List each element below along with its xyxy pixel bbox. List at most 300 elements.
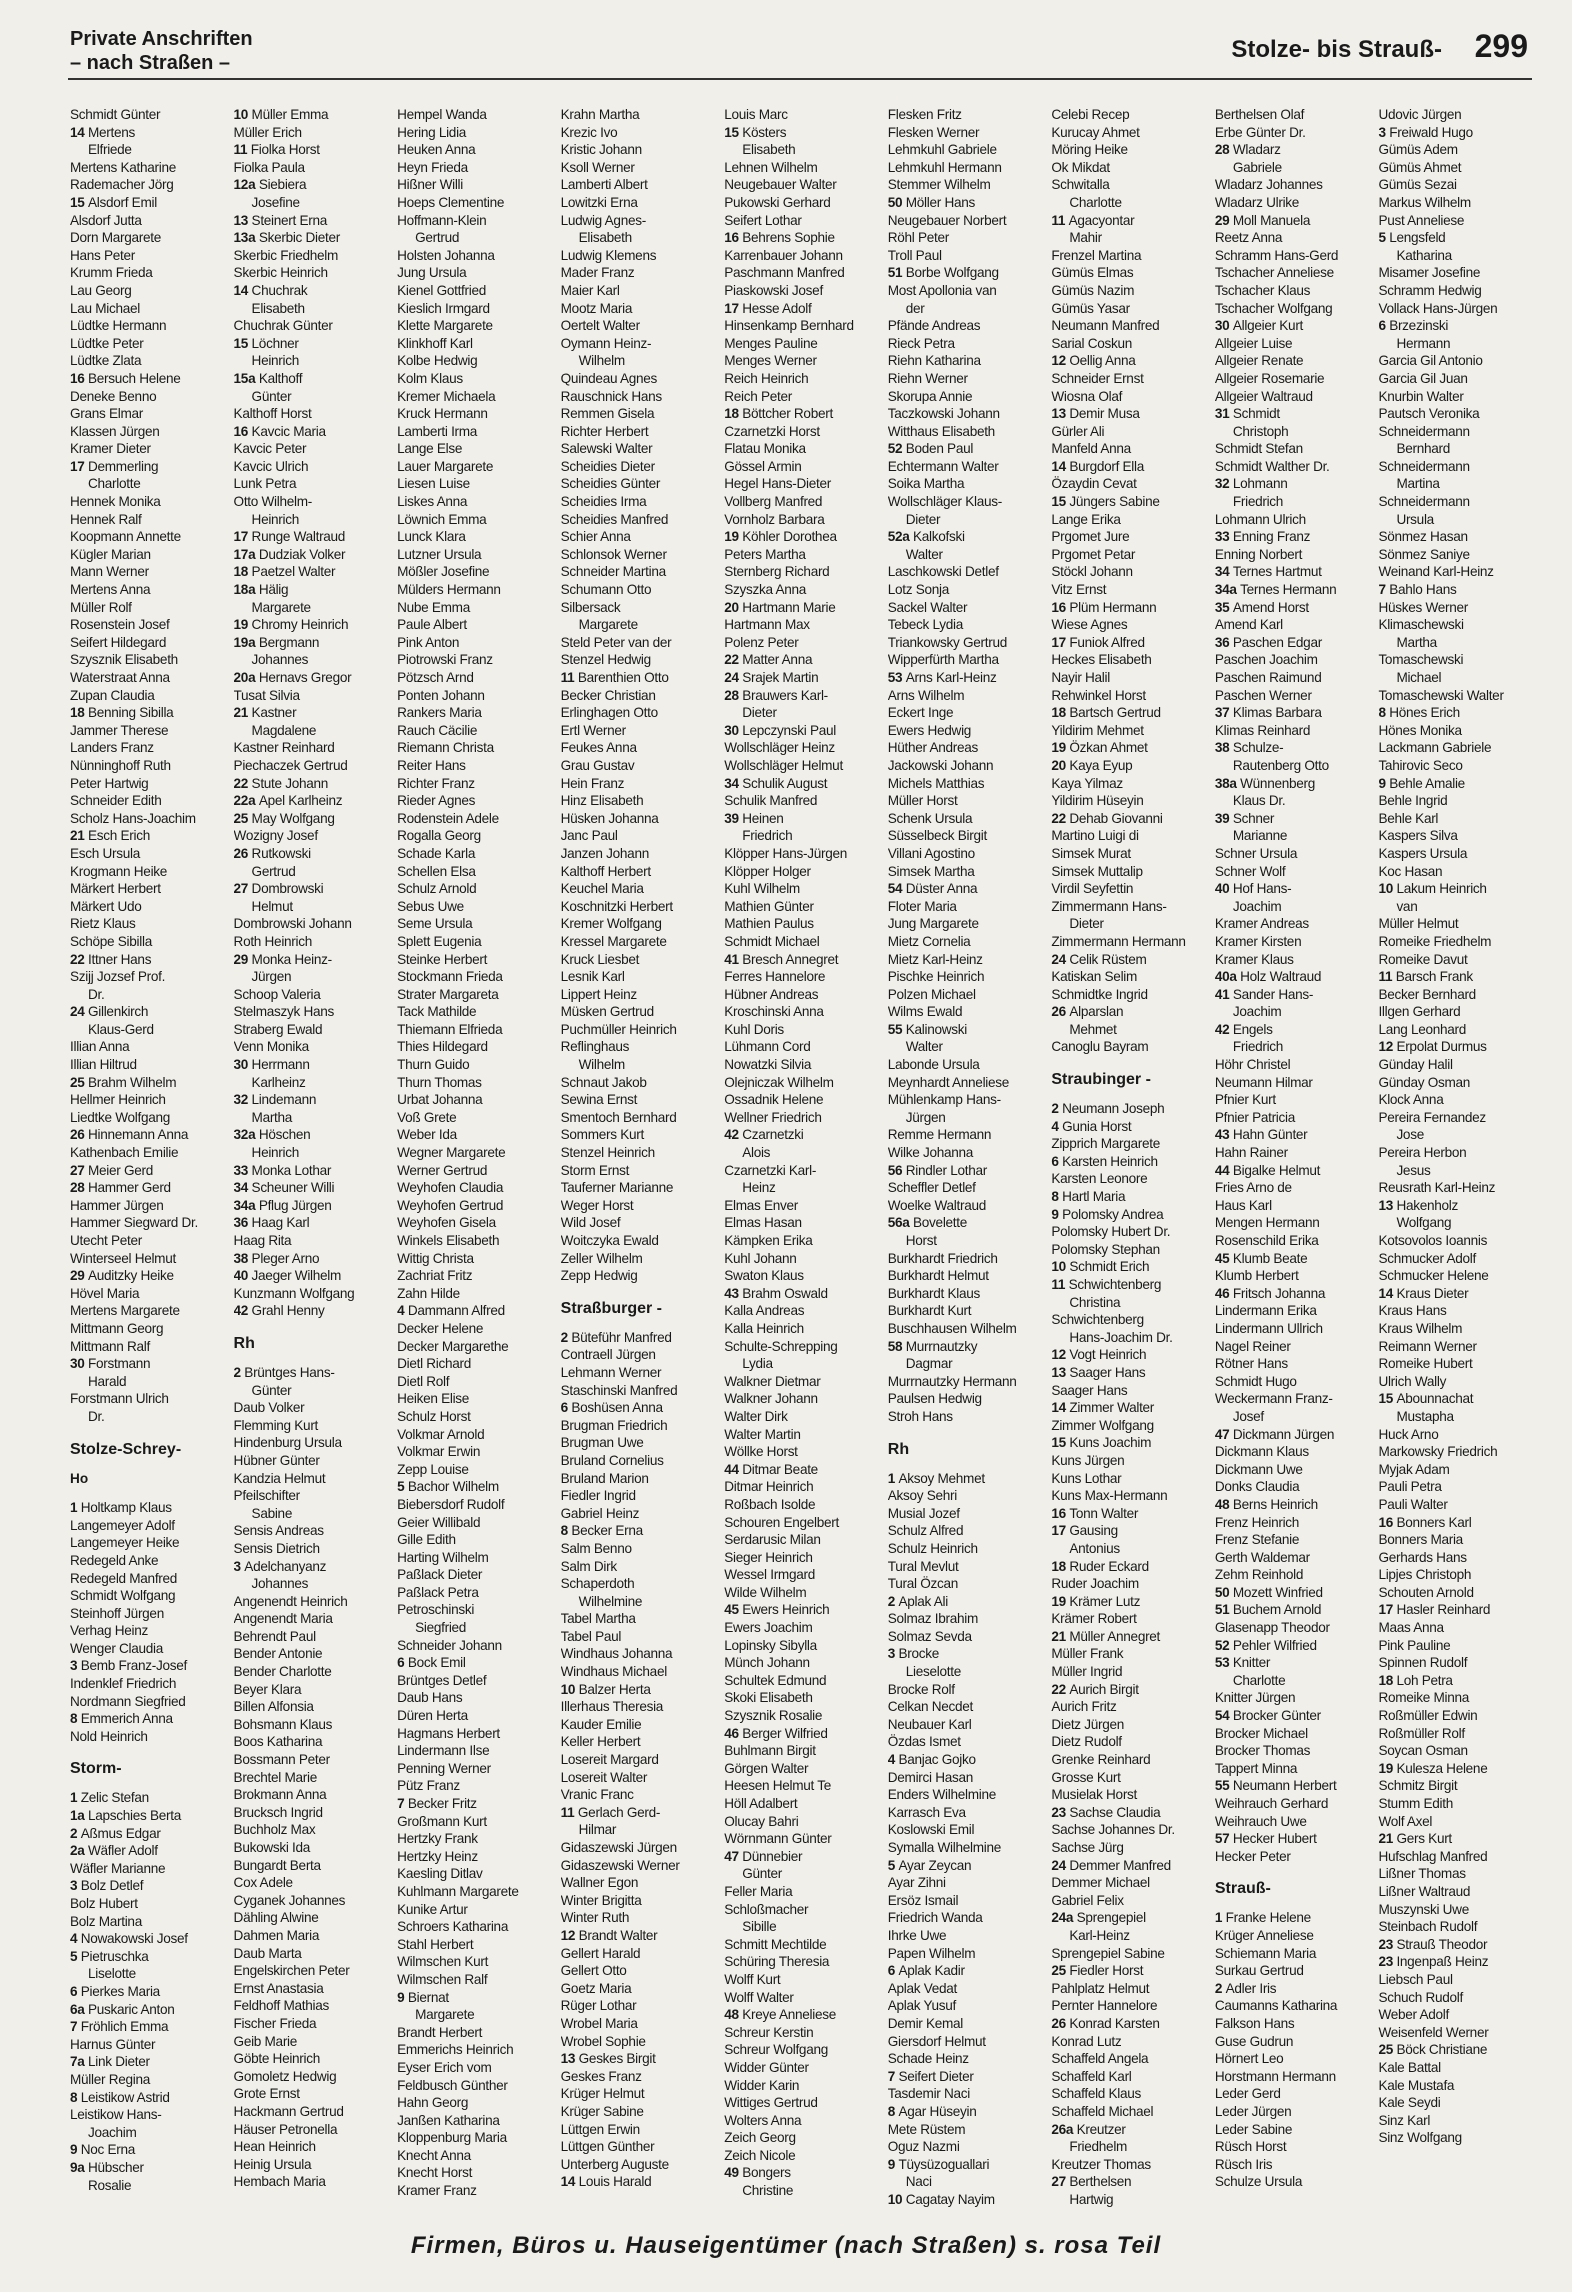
resident-entry: Langemeyer Adolf [70, 1517, 175, 1533]
resident-entry: Lamberti Irma [397, 423, 478, 439]
resident-entry: Schneider Martina [560, 564, 666, 580]
house-number-entry: 14 Louis Harald [560, 2174, 652, 2190]
house-number: 19 [724, 529, 743, 545]
resident-entry: Tusat Silvia [233, 687, 300, 703]
resident-entry: Kandzia Helmut [233, 1470, 326, 1486]
resident-entry: Tasdemir Naci [887, 2086, 970, 2102]
resident-entry: Lutzner Ursula [397, 546, 482, 562]
resident-entry: Pfände Andreas [887, 318, 981, 334]
house-number: 26 [1051, 1004, 1070, 1020]
resident-entry: Schulz Alfred [887, 1523, 964, 1539]
resident-entry: Pautsch Veronika [1378, 406, 1480, 422]
resident-entry: Illgen Gerhard [1378, 1004, 1461, 1020]
resident-entry: Szyszka Anna [724, 582, 807, 598]
resident-entry: Lunck Klara [397, 529, 466, 545]
resident-entry: Berthelsen Olaf [1214, 107, 1305, 122]
house-number-entry: 21 Müller Annegret [1051, 1628, 1161, 1644]
resident-entry: Janßen Katharina [397, 2112, 500, 2128]
resident-entry: Hufschlag Manfred [1378, 1848, 1488, 1864]
resident-entry: Bruland Marion [560, 1470, 649, 1486]
house-number: 2 [887, 1593, 899, 1609]
house-number: 16 [1378, 1514, 1397, 1530]
house-number-entry: 8 Emmerich Anna [70, 1711, 173, 1727]
resident-entry: Bruland Cornelius [560, 1452, 664, 1468]
resident-entry: Holsten Johanna [397, 247, 495, 263]
house-number-entry: 56 Rindler Lothar [887, 1162, 987, 1178]
house-number-entry: 17 Funiok Alfred [1051, 634, 1145, 650]
resident-entry: Alsdorf Jutta [70, 212, 142, 228]
resident-entry: Flemming Kurt [233, 1417, 319, 1433]
house-number-entry: 6 Bock Emil [397, 1655, 466, 1671]
house-number-entry: 40 Jaeger Wilhelm [233, 1268, 342, 1284]
resident-entry: Zimmermann Hermann [1051, 933, 1186, 949]
resident-entry: Udovic Jürgen [1378, 107, 1462, 122]
resident-entry: Salm Benno [560, 1540, 632, 1556]
resident-entry: Thurn Thomas [397, 1074, 482, 1090]
resident-entry: Wollschläger Helmut [724, 757, 843, 773]
resident-entry: Lau Michael [70, 300, 140, 316]
resident-entry: Widder Günter [724, 2059, 809, 2075]
house-number-entry: 15 Abounnachat [1378, 1391, 1474, 1407]
house-number: 16 [70, 370, 88, 386]
house-number: 20 [1051, 757, 1070, 773]
resident-entry: Kuhl Johann [724, 1250, 797, 1266]
house-number: 58 [887, 1338, 906, 1354]
house-number-entry: 15 Kösters [724, 124, 787, 140]
house-number-entry: 9a Hübscher [70, 2159, 144, 2175]
house-number: 24 [1051, 1857, 1070, 1873]
resident-entry: Murrnautzky Hermann [887, 1373, 1017, 1389]
resident-entry: Wolff Kurt [724, 1971, 781, 1987]
house-number-entry: 42 Czarnetzki [724, 1127, 804, 1143]
house-number: 12 [1378, 1039, 1397, 1055]
resident-entry: Liedtke Wolfgang [70, 1109, 170, 1125]
house-number-entry: 42 Engels [1214, 1021, 1273, 1037]
directory-column [1051, 106, 1211, 2216]
resident-entry: Klumb Herbert [1214, 1268, 1299, 1284]
resident-entry: Lißner Thomas [1378, 1866, 1466, 1882]
resident-entry: Buschhausen Wilhelm [887, 1320, 1017, 1336]
resident-entry: Smentoch Bernhard [560, 1109, 677, 1125]
entry-continuation: Elisabeth [742, 142, 796, 158]
resident-entry: Wolff Walter [724, 1989, 794, 2005]
resident-entry: Wilmschen Ralf [397, 1971, 488, 1987]
resident-entry: Zeller Wilhelm [560, 1250, 643, 1266]
directory-column [888, 106, 1048, 2216]
resident-entry: Kuhlmann Margarete [397, 1883, 519, 1899]
resident-entry: Tural Özcan [887, 1576, 958, 1592]
house-number-entry: 41 Sander Hans- [1214, 986, 1314, 1002]
resident-entry: Becker Bernhard [1378, 986, 1476, 1002]
resident-entry: Schmidt Hugo [1214, 1373, 1297, 1389]
house-number: 15 [724, 124, 743, 140]
resident-entry: Rieder Agnes [397, 793, 476, 809]
resident-entry: Sommers Kurt [560, 1127, 644, 1143]
resident-entry: Mann Werner [70, 564, 149, 580]
resident-entry: Decker Margarethe [397, 1338, 509, 1354]
resident-entry: Lohmann Ulrich [1214, 511, 1306, 527]
resident-entry: Lindermann Ullrich [1214, 1320, 1323, 1336]
entry-continuation: Jose [1396, 1127, 1424, 1143]
house-number: 47 [1214, 1426, 1233, 1442]
resident-entry: Tschacher Anneliese [1214, 265, 1334, 281]
resident-entry: Lehnen Wilhelm [724, 159, 818, 175]
house-number-entry: 13a Skerbic Dieter [233, 230, 340, 246]
resident-entry: Paulsen Hedwig [887, 1391, 982, 1407]
house-number-entry: 3 Bolz Detlef [70, 1878, 144, 1894]
section-subtitle: – nach Straßen – [70, 52, 231, 74]
house-number: 16 [1051, 1505, 1070, 1521]
resident-entry: Süsselbeck Birgit [887, 828, 987, 844]
resident-entry: Keuchel Maria [560, 881, 644, 897]
resident-entry: Tural Mevlut [887, 1558, 959, 1574]
house-number: 34 [1214, 564, 1233, 580]
house-number-entry: 52 Pehler Wilfried [1214, 1637, 1317, 1653]
resident-entry: Brechtel Marie [233, 1769, 317, 1785]
entry-continuation: Marianne [1232, 828, 1288, 844]
resident-entry: Kaya Yilmaz [1051, 775, 1123, 791]
house-number-entry: 30 Lepczynski Paul [724, 722, 836, 738]
resident-entry: Piechaczek Gertrud [233, 757, 348, 773]
resident-entry: Redegeld Anke [70, 1552, 159, 1568]
street-heading: Rh [887, 1440, 910, 1458]
entry-continuation: Wilhelmine [578, 1593, 643, 1609]
resident-entry: Muszynski Uwe [1378, 1901, 1469, 1917]
house-number-entry: 11 Barenthien Otto [560, 670, 669, 685]
resident-entry: Hembach Maria [233, 2174, 326, 2190]
house-number: 2 [1214, 1980, 1226, 1996]
house-number: 34 [233, 1180, 252, 1196]
house-number: 3 [887, 1646, 899, 1662]
house-number-entry: 8 Leistikow Astrid [70, 2089, 170, 2105]
resident-entry: Losereit Margard [560, 1752, 659, 1768]
house-number: 18 [1051, 705, 1070, 721]
resident-entry: Schier Anna [560, 529, 631, 545]
resident-entry: Müller Helmut [1378, 916, 1459, 932]
street-heading: Rh [233, 1334, 255, 1352]
resident-entry: Kalthoff Herbert [560, 863, 651, 879]
resident-entry: Günday Osman [1378, 1074, 1471, 1090]
resident-entry: Schade Heinz [887, 2051, 969, 2067]
house-number-entry: 30 Herrmann [233, 1057, 310, 1073]
resident-entry: Özaydin Cevat [1051, 476, 1137, 492]
resident-entry: Schmitz Birgit [1378, 1778, 1458, 1794]
resident-entry: Keller Herbert [560, 1734, 641, 1750]
resident-entry: Schmidt Günter [70, 107, 161, 122]
resident-entry: Brokmann Anna [233, 1787, 327, 1803]
house-number: 16 [724, 230, 743, 246]
house-number-entry: 11 Gerlach Gerd- [560, 1804, 661, 1820]
house-number: 6 [397, 1655, 408, 1671]
resident-entry: Stöckl Johann [1051, 564, 1133, 580]
resident-entry: Kramer Andreas [1214, 916, 1309, 932]
resident-entry: Katiskan Selim [1051, 969, 1138, 985]
resident-entry: Tahirovic Seco [1378, 757, 1463, 773]
resident-entry: Kügler Marian [70, 546, 151, 562]
house-number-entry: 19 Özkan Ahmet [1051, 740, 1148, 756]
resident-entry: Puchmüller Heinrich [560, 1021, 677, 1037]
house-number: 4 [1051, 1118, 1063, 1134]
resident-entry: Splett Eugenia [397, 933, 482, 949]
house-number-entry: 25 Böck Christiane [1378, 2042, 1488, 2058]
resident-entry: Geier Willibald [397, 1514, 481, 1530]
house-number-entry: 27 Berthelsen [1051, 2174, 1132, 2190]
resident-entry: Gomoletz Hedwig [233, 2068, 337, 2084]
entry-continuation: Dieter [742, 705, 777, 721]
resident-entry: Schwitalla [1051, 177, 1110, 193]
resident-entry: Piotrowski Franz [397, 652, 493, 668]
house-number-entry: 31 Schmidt [1214, 406, 1280, 422]
resident-entry: Donks Claudia [1214, 1479, 1300, 1495]
resident-entry: Romeike Friedhelm [1378, 933, 1492, 949]
resident-entry: Langemeyer Heike [70, 1535, 180, 1551]
resident-entry: Hammer Jürgen [70, 1197, 164, 1213]
resident-entry: Arns Wilhelm [887, 687, 965, 703]
street-range-title: Stolze- bis Strauß- [1231, 36, 1442, 63]
house-number-entry: 28 Brauwers Karl- [724, 687, 828, 703]
resident-entry: Windhaus Johanna [560, 1646, 673, 1662]
resident-entry: Lauer Margarete [397, 458, 494, 474]
street-heading: Stolze-Schrey- [70, 1440, 182, 1458]
entry-continuation: Elfriede [88, 142, 132, 158]
resident-entry: Seifert Lothar [724, 212, 802, 228]
house-number: 21 [70, 828, 88, 844]
resident-entry: Forstmann Ulrich [70, 1391, 169, 1407]
entry-continuation: Friedhelm [1069, 2139, 1128, 2155]
resident-entry: Müller Rolf [70, 599, 132, 615]
resident-entry: Leder Jürgen [1214, 2103, 1292, 2119]
resident-entry: Nube Emma [397, 599, 470, 615]
resident-entry: Hahn Rainer [1214, 1145, 1288, 1161]
house-number: 7 [1378, 582, 1390, 598]
resident-entry: Falkson Hans [1214, 2015, 1295, 2031]
resident-entry: Aksoy Sehri [887, 1488, 957, 1504]
house-number-entry: 18 Ruder Eckard [1051, 1558, 1149, 1574]
entry-continuation: Günter [251, 388, 292, 404]
resident-entry: Schaperdoth [560, 1576, 635, 1592]
resident-entry: Schultek Edmund [724, 1672, 827, 1688]
resident-entry: Seifert Hildegard [70, 634, 167, 650]
resident-entry: Emmerichs Heinrich [397, 2042, 514, 2058]
house-number-entry: 17a Dudziak Volker [233, 546, 346, 562]
house-number-entry: 45 Klumb Beate [1214, 1250, 1308, 1266]
resident-entry: Oymann Heinz- [560, 335, 652, 351]
resident-entry: Häuser Petronella [233, 2121, 338, 2137]
resident-entry: Rademacher Jörg [70, 177, 174, 193]
resident-entry: Kramer Kirsten [1214, 933, 1302, 949]
resident-entry: Krumm Frieda [70, 265, 153, 281]
resident-entry: Lowitzki Erna [560, 194, 638, 210]
house-number-entry: 10 Balzer Herta [560, 1681, 651, 1697]
resident-entry: Myjak Adam [1378, 1461, 1450, 1477]
resident-entry: Peter Hartwig [70, 775, 149, 791]
resident-entry: Paschen Joachim [1214, 652, 1318, 668]
house-number: 15 [233, 335, 252, 351]
house-number-entry: 22 Ittner Hans [70, 951, 152, 967]
entry-continuation: Wolfgang [1396, 1215, 1452, 1231]
resident-entry: Schulte-Schrepping [724, 1338, 838, 1354]
resident-entry: Burkhardt Kurt [887, 1303, 972, 1319]
resident-entry: Contraell Jürgen [560, 1347, 656, 1363]
resident-entry: Pink Pauline [1378, 1637, 1451, 1653]
resident-entry: Polenz Peter [724, 634, 799, 650]
resident-entry: Gellert Harald [560, 1945, 641, 1961]
resident-entry: Hellmer Heinrich [70, 1092, 166, 1108]
resident-entry: Sinz Wolfgang [1378, 2130, 1462, 2146]
house-number: 28 [70, 1180, 88, 1196]
resident-entry: Wladarz Ulrike [1214, 194, 1300, 210]
resident-entry: Schellen Elsa [397, 863, 476, 879]
house-number: 51 [1214, 1602, 1233, 1618]
resident-entry: Rogalla Georg [397, 828, 481, 844]
resident-entry: Hean Heinrich [233, 2139, 316, 2155]
house-number-entry: 3 Brocke [887, 1646, 940, 1662]
resident-entry: Lange Erika [1051, 511, 1121, 527]
resident-entry: Höhr Christel [1214, 1057, 1291, 1073]
house-number-entry: 50 Mozett Winfried [1214, 1584, 1323, 1600]
resident-entry: Kauder Emilie [560, 1716, 642, 1732]
house-number: 2 [233, 1364, 245, 1380]
resident-entry: Rüsch Horst [1214, 2139, 1287, 2155]
resident-entry: Zimmer Wolfgang [1051, 1417, 1154, 1433]
resident-entry: Steinbach Rudolf [1378, 1919, 1478, 1935]
house-number-entry: 11 Fiolka Horst [233, 142, 320, 158]
resident-entry: Jammer Therese [70, 722, 169, 738]
resident-entry: Schaffeld Michael [1051, 2103, 1154, 2119]
resident-entry: Dietl Rolf [397, 1373, 450, 1389]
house-number: 22 [70, 951, 88, 967]
resident-entry: Hein Franz [560, 775, 625, 791]
resident-entry: Daub Volker [233, 1400, 305, 1416]
house-number: 25 [70, 1074, 88, 1090]
resident-entry: Hering Lidia [397, 124, 467, 140]
resident-entry: Knecht Anna [397, 2147, 471, 2163]
resident-entry: Witthaus Elisabeth [887, 423, 995, 439]
house-number: 8 [1051, 1189, 1063, 1205]
resident-entry: Celkan Necdet [887, 1699, 974, 1715]
resident-entry: Kressel Margarete [560, 933, 667, 949]
house-number-entry: 22 Dehab Giovanni [1051, 810, 1163, 826]
house-number-entry: 53 Arns Karl-Heinz [887, 670, 997, 685]
house-number: 15 [1378, 1391, 1397, 1407]
resident-entry: Kathenbach Emilie [70, 1145, 179, 1161]
house-number: 6 [1378, 318, 1390, 334]
resident-entry: Garcia Gil Antonio [1378, 353, 1483, 369]
resident-entry: Dähling Alwine [233, 1910, 319, 1926]
resident-entry: Mengen Hermann [1214, 1215, 1320, 1231]
house-number-entry: 58 Murrnautzky [887, 1338, 978, 1354]
resident-entry: Staschinski Manfred [560, 1382, 678, 1398]
resident-entry: Sensis Dietrich [233, 1540, 320, 1556]
resident-entry: Schmidtke Ingrid [1051, 986, 1148, 1002]
resident-entry: Wittig Christa [397, 1250, 474, 1266]
house-number-entry: 18 Loh Petra [1378, 1672, 1453, 1688]
resident-entry: Jackowski Johann [887, 757, 994, 773]
house-number-entry: 40a Holz Waltraud [1214, 969, 1322, 985]
resident-entry: Ayar Zihni [887, 1875, 946, 1891]
resident-entry: Hans Peter [70, 247, 136, 263]
resident-entry: Hecker Peter [1214, 1848, 1291, 1864]
resident-entry: Wilke Johanna [887, 1145, 974, 1161]
house-number-entry: 12 Erpolat Durmus [1378, 1039, 1487, 1055]
house-number: 8 [1378, 705, 1390, 721]
house-number: 30 [1214, 318, 1233, 334]
resident-entry: Nayir Halil [1051, 670, 1110, 685]
resident-entry: Scheffler Detlef [887, 1180, 976, 1196]
resident-entry: Daub Marta [233, 1945, 302, 1961]
resident-entry: Mertens Katharine [70, 159, 176, 175]
house-number: 13 [560, 2051, 579, 2067]
house-number: 42 [724, 1127, 743, 1143]
resident-entry: Löwnich Emma [397, 511, 487, 527]
house-number: 11 [560, 670, 578, 685]
resident-entry: Schner Ursula [1214, 845, 1298, 861]
entry-continuation: Jürgen [251, 969, 292, 985]
house-number: 25 [1051, 1963, 1070, 1979]
house-number: 8 [887, 2103, 899, 2119]
resident-entry: Skoki Elisabeth [724, 1690, 813, 1706]
resident-entry: Grosse Kurt [1051, 1769, 1121, 1785]
resident-entry: Canoglu Bayram [1051, 1039, 1149, 1055]
house-number-entry: 20 Kaya Eyup [1051, 757, 1133, 773]
resident-entry: Kurucay Ahmet [1051, 124, 1140, 140]
directory-column [397, 106, 557, 2216]
resident-entry: Dombrowski Johann [233, 916, 352, 932]
house-number-entry: 2 Brüntges Hans- [233, 1364, 335, 1380]
house-number: 43 [724, 1285, 743, 1301]
resident-entry: Louis Marc [724, 107, 788, 122]
resident-entry: Kalla Heinrich [724, 1320, 804, 1336]
resident-entry: Kieslich Irmgard [397, 300, 490, 316]
house-number-entry: 46 Fritsch Johanna [1214, 1285, 1326, 1301]
resident-entry: Düren Herta [397, 1708, 468, 1724]
resident-entry: Tomaschewski [1378, 652, 1464, 668]
entry-continuation: Günter [251, 1382, 292, 1398]
resident-entry: Vollberg Manfred [724, 494, 823, 510]
resident-entry: Sachse Jürg [1051, 1840, 1124, 1855]
resident-entry: Neubauer Karl [887, 1716, 972, 1732]
resident-entry: Gabriel Heinz [560, 1505, 640, 1521]
resident-entry: Taczkowski Johann [887, 406, 1000, 422]
resident-entry: Walter Dirk [724, 1408, 788, 1424]
resident-entry: Geskes Franz [560, 2068, 642, 2084]
resident-entry: Esch Ursula [70, 845, 140, 861]
resident-entry: Ferres Hannelore [724, 969, 826, 985]
resident-entry: Hahn Georg [397, 2095, 469, 2111]
resident-entry: Klimaschewski [1378, 617, 1464, 633]
resident-entry: Schouren Engelbert [724, 1514, 839, 1530]
resident-entry: Kale Mustafa [1378, 2077, 1455, 2093]
house-number-entry: 55 Kalinowski [887, 1021, 967, 1037]
house-number-entry: 14 Zimmer Walter [1051, 1400, 1155, 1416]
resident-entry: Ernst Anastasia [233, 1980, 324, 1996]
house-number-entry: 5 Lengsfeld [1378, 230, 1446, 246]
house-number-entry: 6a Puskaric Anton [70, 2001, 175, 2017]
house-number: 5 [397, 1479, 408, 1495]
resident-entry: Rankers Maria [397, 705, 482, 721]
house-number-entry: 29 Monka Heinz- [233, 951, 332, 967]
resident-entry: Kreutzer Thomas [1051, 2156, 1151, 2172]
directory-column [561, 106, 721, 2216]
house-number: 7 [887, 2068, 899, 2084]
resident-entry: Krämer Robert [1051, 1611, 1137, 1627]
resident-entry: Stumm Edith [1378, 1796, 1453, 1811]
house-number-entry: 15 Löchner [233, 335, 299, 351]
house-number: 9 [887, 2156, 899, 2172]
resident-entry: Harting Wilhelm [397, 1549, 489, 1565]
resident-entry: Woitczyka Ewald [560, 1233, 659, 1248]
resident-entry: Amend Karl [1214, 617, 1283, 633]
